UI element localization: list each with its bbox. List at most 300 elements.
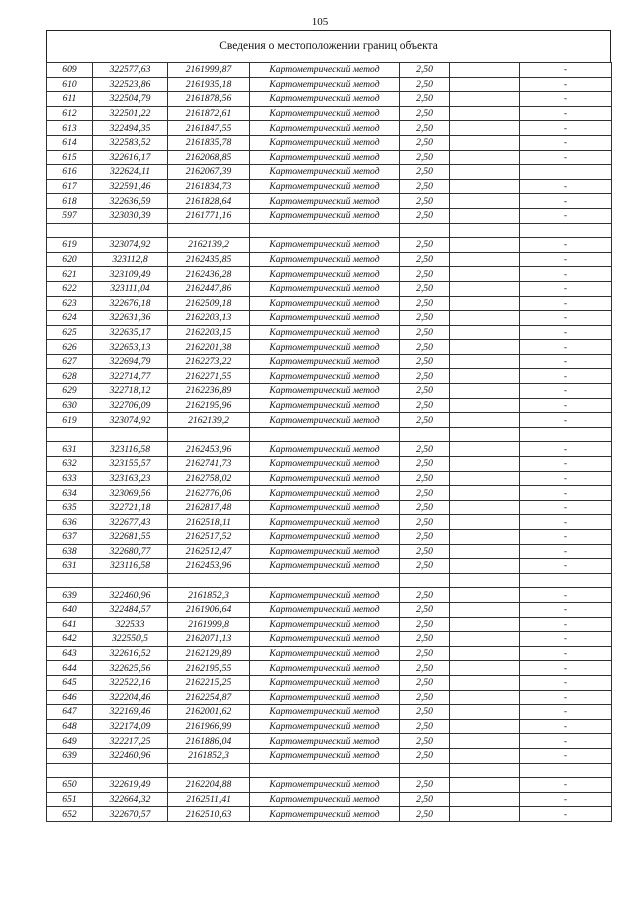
table-row (47, 544, 612, 559)
table-row (47, 457, 612, 472)
separator-cell (93, 763, 168, 778)
method-cell: Картометрический метод (250, 413, 400, 428)
precision-cell: 2,50 (400, 296, 450, 311)
point-number-cell: 620 (47, 252, 93, 267)
empty-cell (450, 661, 520, 676)
separator-cell (250, 427, 400, 442)
x-coordinate-cell: 322677,43 (93, 515, 168, 530)
point-number-cell: 627 (47, 354, 93, 369)
point-number-cell: 612 (47, 106, 93, 121)
description-cell: - (520, 471, 612, 486)
method-cell: Картометрический метод (250, 165, 400, 180)
empty-cell (450, 442, 520, 457)
table-row (47, 92, 612, 107)
method-cell: Картометрический метод (250, 340, 400, 355)
point-number-cell: 619 (47, 238, 93, 253)
y-coordinate-cell: 2162435,85 (168, 252, 250, 267)
description-cell: - (520, 530, 612, 545)
x-coordinate-cell: 322670,57 (93, 807, 168, 822)
x-coordinate-cell: 323112,8 (93, 252, 168, 267)
empty-cell (450, 150, 520, 165)
table-row (47, 179, 612, 194)
point-number-cell: 613 (47, 121, 93, 136)
table-row (47, 734, 612, 749)
empty-cell (450, 208, 520, 223)
method-cell: Картометрический метод (250, 661, 400, 676)
precision-cell: 2,50 (400, 165, 450, 180)
point-number-cell: 643 (47, 646, 93, 661)
empty-cell (450, 179, 520, 194)
table-row (47, 384, 612, 399)
description-cell: - (520, 340, 612, 355)
description-cell: - (520, 500, 612, 515)
y-coordinate-cell: 2162236,89 (168, 384, 250, 399)
table-row (47, 486, 612, 501)
description-cell: - (520, 515, 612, 530)
method-cell: Картометрический метод (250, 311, 400, 326)
coordinates-table (46, 62, 612, 822)
method-cell: Картометрический метод (250, 632, 400, 647)
empty-cell (450, 165, 520, 180)
point-number-cell: 630 (47, 398, 93, 413)
point-number-cell: 618 (47, 194, 93, 209)
table-row (47, 661, 612, 676)
method-cell: Картометрический метод (250, 617, 400, 632)
y-coordinate-cell: 2162511,41 (168, 792, 250, 807)
empty-cell (450, 398, 520, 413)
x-coordinate-cell: 322676,18 (93, 296, 168, 311)
precision-cell: 2,50 (400, 792, 450, 807)
method-cell: Картометрический метод (250, 471, 400, 486)
x-coordinate-cell: 322577,63 (93, 63, 168, 78)
precision-cell: 2,50 (400, 471, 450, 486)
method-cell: Картометрический метод (250, 778, 400, 793)
precision-cell: 2,50 (400, 602, 450, 617)
precision-cell: 2,50 (400, 281, 450, 296)
empty-cell (450, 486, 520, 501)
empty-cell (450, 63, 520, 78)
y-coordinate-cell: 2162068,85 (168, 150, 250, 165)
method-cell: Картометрический метод (250, 267, 400, 282)
precision-cell: 2,50 (400, 457, 450, 472)
contour-separator-row (47, 223, 612, 238)
y-coordinate-cell: 2162129,89 (168, 646, 250, 661)
table-row (47, 281, 612, 296)
y-coordinate-cell: 2161906,64 (168, 602, 250, 617)
contour-separator-row (47, 763, 612, 778)
description-cell: - (520, 384, 612, 399)
y-coordinate-cell: 2162509,18 (168, 296, 250, 311)
table-row (47, 792, 612, 807)
method-cell: Картометрический метод (250, 457, 400, 472)
empty-cell (450, 675, 520, 690)
y-coordinate-cell: 2162001,62 (168, 705, 250, 720)
method-cell: Картометрический метод (250, 208, 400, 223)
x-coordinate-cell: 322484,57 (93, 602, 168, 617)
x-coordinate-cell: 322533 (93, 617, 168, 632)
method-cell: Картометрический метод (250, 354, 400, 369)
precision-cell: 2,50 (400, 515, 450, 530)
separator-cell (450, 427, 520, 442)
precision-cell: 2,50 (400, 632, 450, 647)
x-coordinate-cell: 322583,52 (93, 135, 168, 150)
precision-cell: 2,50 (400, 719, 450, 734)
separator-cell (400, 427, 450, 442)
empty-cell (450, 719, 520, 734)
point-number-cell: 616 (47, 165, 93, 180)
description-cell: - (520, 748, 612, 763)
y-coordinate-cell: 2162195,96 (168, 398, 250, 413)
x-coordinate-cell: 322694,79 (93, 354, 168, 369)
y-coordinate-cell: 2162271,55 (168, 369, 250, 384)
method-cell: Картометрический метод (250, 486, 400, 501)
point-number-cell: 650 (47, 778, 93, 793)
point-number-cell: 609 (47, 63, 93, 78)
x-coordinate-cell: 323163,23 (93, 471, 168, 486)
table-row (47, 296, 612, 311)
table-row (47, 194, 612, 209)
description-cell: - (520, 92, 612, 107)
description-cell: - (520, 457, 612, 472)
x-coordinate-cell: 322217,25 (93, 734, 168, 749)
precision-cell: 2,50 (400, 530, 450, 545)
precision-cell: 2,50 (400, 311, 450, 326)
empty-cell (450, 252, 520, 267)
empty-cell (450, 778, 520, 793)
table-row (47, 807, 612, 822)
table-row (47, 150, 612, 165)
x-coordinate-cell: 322460,96 (93, 748, 168, 763)
table-row (47, 500, 612, 515)
x-coordinate-cell: 323109,49 (93, 267, 168, 282)
empty-cell (450, 617, 520, 632)
table-row (47, 471, 612, 486)
point-number-cell: 646 (47, 690, 93, 705)
precision-cell: 2,50 (400, 106, 450, 121)
description-cell: - (520, 705, 612, 720)
y-coordinate-cell: 2161834,73 (168, 179, 250, 194)
y-coordinate-cell: 2162067,39 (168, 165, 250, 180)
x-coordinate-cell: 322501,22 (93, 106, 168, 121)
empty-cell (450, 457, 520, 472)
point-number-cell: 633 (47, 471, 93, 486)
y-coordinate-cell: 2161847,55 (168, 121, 250, 136)
separator-cell (400, 573, 450, 588)
point-number-cell: 635 (47, 500, 93, 515)
precision-cell: 2,50 (400, 63, 450, 78)
point-number-cell: 631 (47, 442, 93, 457)
x-coordinate-cell: 322653,13 (93, 340, 168, 355)
table-row (47, 311, 612, 326)
table-row (47, 778, 612, 793)
description-cell: - (520, 106, 612, 121)
precision-cell: 2,50 (400, 194, 450, 209)
point-number-cell: 641 (47, 617, 93, 632)
contour-separator-row (47, 427, 612, 442)
x-coordinate-cell: 322681,55 (93, 530, 168, 545)
table-row (47, 748, 612, 763)
description-cell: - (520, 807, 612, 822)
x-coordinate-cell: 322721,18 (93, 500, 168, 515)
empty-cell (450, 632, 520, 647)
method-cell: Картометрический метод (250, 121, 400, 136)
y-coordinate-cell: 2162776,06 (168, 486, 250, 501)
method-cell: Картометрический метод (250, 398, 400, 413)
description-cell: - (520, 675, 612, 690)
y-coordinate-cell: 2162139,2 (168, 238, 250, 253)
precision-cell: 2,50 (400, 92, 450, 107)
separator-cell (520, 427, 612, 442)
description-cell: - (520, 311, 612, 326)
point-number-cell: 634 (47, 486, 93, 501)
description-cell: - (520, 135, 612, 150)
point-number-cell: 611 (47, 92, 93, 107)
separator-cell (520, 763, 612, 778)
point-number-cell: 625 (47, 325, 93, 340)
precision-cell: 2,50 (400, 384, 450, 399)
precision-cell: 2,50 (400, 398, 450, 413)
table-row (47, 559, 612, 574)
method-cell: Картометрический метод (250, 63, 400, 78)
separator-cell (250, 763, 400, 778)
separator-cell (168, 763, 250, 778)
table-row (47, 340, 612, 355)
point-number-cell: 640 (47, 602, 93, 617)
description-cell: - (520, 150, 612, 165)
description-cell: - (520, 296, 612, 311)
table-row (47, 398, 612, 413)
method-cell: Картометрический метод (250, 92, 400, 107)
point-number-cell: 645 (47, 675, 93, 690)
empty-cell (450, 340, 520, 355)
description-cell: - (520, 661, 612, 676)
empty-cell (450, 413, 520, 428)
empty-cell (450, 792, 520, 807)
empty-cell (450, 559, 520, 574)
method-cell: Картометрический метод (250, 515, 400, 530)
x-coordinate-cell: 322714,77 (93, 369, 168, 384)
point-number-cell: 624 (47, 311, 93, 326)
precision-cell: 2,50 (400, 252, 450, 267)
point-number-cell: 648 (47, 719, 93, 734)
precision-cell: 2,50 (400, 748, 450, 763)
method-cell: Картометрический метод (250, 238, 400, 253)
table-row (47, 369, 612, 384)
x-coordinate-cell: 322169,46 (93, 705, 168, 720)
table-row (47, 515, 612, 530)
point-number-cell: 628 (47, 369, 93, 384)
empty-cell (450, 325, 520, 340)
method-cell: Картометрический метод (250, 296, 400, 311)
y-coordinate-cell: 2161852,3 (168, 748, 250, 763)
description-cell: - (520, 734, 612, 749)
point-number-cell: 649 (47, 734, 93, 749)
x-coordinate-cell: 322635,17 (93, 325, 168, 340)
separator-cell (450, 573, 520, 588)
method-cell: Картометрический метод (250, 675, 400, 690)
separator-cell (400, 223, 450, 238)
table-row (47, 165, 612, 180)
y-coordinate-cell: 2161872,61 (168, 106, 250, 121)
y-coordinate-cell: 2162273,22 (168, 354, 250, 369)
separator-cell (47, 573, 93, 588)
separator-cell (168, 427, 250, 442)
x-coordinate-cell: 322625,56 (93, 661, 168, 676)
precision-cell: 2,50 (400, 661, 450, 676)
description-cell: - (520, 690, 612, 705)
table-row (47, 77, 612, 92)
point-number-cell: 638 (47, 544, 93, 559)
precision-cell: 2,50 (400, 325, 450, 340)
description-cell: - (520, 354, 612, 369)
precision-cell: 2,50 (400, 340, 450, 355)
empty-cell (450, 515, 520, 530)
method-cell: Картометрический метод (250, 719, 400, 734)
separator-cell (93, 573, 168, 588)
precision-cell: 2,50 (400, 208, 450, 223)
table-row (47, 135, 612, 150)
separator-cell (250, 223, 400, 238)
method-cell: Картометрический метод (250, 500, 400, 515)
method-cell: Картометрический метод (250, 544, 400, 559)
method-cell: Картометрический метод (250, 369, 400, 384)
y-coordinate-cell: 2162453,96 (168, 442, 250, 457)
precision-cell: 2,50 (400, 442, 450, 457)
point-number-cell: 652 (47, 807, 93, 822)
table-row (47, 632, 612, 647)
point-number-cell: 647 (47, 705, 93, 720)
y-coordinate-cell: 2162512,47 (168, 544, 250, 559)
description-cell: - (520, 778, 612, 793)
precision-cell: 2,50 (400, 413, 450, 428)
method-cell: Картометрический метод (250, 252, 400, 267)
method-cell: Картометрический метод (250, 646, 400, 661)
separator-cell (520, 573, 612, 588)
empty-cell (450, 267, 520, 282)
precision-cell: 2,50 (400, 500, 450, 515)
precision-cell: 2,50 (400, 354, 450, 369)
x-coordinate-cell: 323030,39 (93, 208, 168, 223)
y-coordinate-cell: 2162510,63 (168, 807, 250, 822)
table-row (47, 63, 612, 78)
x-coordinate-cell: 323116,58 (93, 442, 168, 457)
method-cell: Картометрический метод (250, 602, 400, 617)
empty-cell (450, 471, 520, 486)
table-title: Сведения о местоположении границ объекта (46, 30, 611, 62)
empty-cell (450, 748, 520, 763)
precision-cell: 2,50 (400, 778, 450, 793)
empty-cell (450, 238, 520, 253)
description-cell: - (520, 369, 612, 384)
precision-cell: 2,50 (400, 179, 450, 194)
description-cell: - (520, 208, 612, 223)
separator-cell (47, 427, 93, 442)
y-coordinate-cell: 2161852,3 (168, 588, 250, 603)
table-row (47, 588, 612, 603)
empty-cell (450, 135, 520, 150)
table-row (47, 617, 612, 632)
empty-cell (450, 544, 520, 559)
contour-separator-row (47, 573, 612, 588)
y-coordinate-cell: 2162071,13 (168, 632, 250, 647)
y-coordinate-cell: 2161999,8 (168, 617, 250, 632)
x-coordinate-cell: 323155,57 (93, 457, 168, 472)
point-number-cell: 629 (47, 384, 93, 399)
empty-cell (450, 690, 520, 705)
description-cell: - (520, 63, 612, 78)
y-coordinate-cell: 2161966,99 (168, 719, 250, 734)
precision-cell: 2,50 (400, 675, 450, 690)
method-cell: Картометрический метод (250, 559, 400, 574)
description-cell: - (520, 617, 612, 632)
table-row (47, 238, 612, 253)
y-coordinate-cell: 2162758,02 (168, 471, 250, 486)
description-cell (520, 165, 612, 180)
y-coordinate-cell: 2161878,56 (168, 92, 250, 107)
y-coordinate-cell: 2162203,15 (168, 325, 250, 340)
x-coordinate-cell: 322504,79 (93, 92, 168, 107)
separator-cell (250, 573, 400, 588)
point-number-cell: 631 (47, 559, 93, 574)
point-number-cell: 597 (47, 208, 93, 223)
empty-cell (450, 121, 520, 136)
table-row (47, 646, 612, 661)
x-coordinate-cell: 322550,5 (93, 632, 168, 647)
method-cell: Картометрический метод (250, 748, 400, 763)
description-cell: - (520, 719, 612, 734)
method-cell: Картометрический метод (250, 179, 400, 194)
point-number-cell: 632 (47, 457, 93, 472)
x-coordinate-cell: 322174,09 (93, 719, 168, 734)
y-coordinate-cell: 2161771,16 (168, 208, 250, 223)
point-number-cell: 637 (47, 530, 93, 545)
point-number-cell: 636 (47, 515, 93, 530)
separator-cell (520, 223, 612, 238)
table-row (47, 252, 612, 267)
description-cell: - (520, 602, 612, 617)
precision-cell: 2,50 (400, 734, 450, 749)
table-row (47, 530, 612, 545)
description-cell: - (520, 121, 612, 136)
precision-cell: 2,50 (400, 646, 450, 661)
empty-cell (450, 77, 520, 92)
x-coordinate-cell: 322624,11 (93, 165, 168, 180)
x-coordinate-cell: 322664,32 (93, 792, 168, 807)
empty-cell (450, 194, 520, 209)
table-row (47, 705, 612, 720)
x-coordinate-cell: 323074,92 (93, 238, 168, 253)
empty-cell (450, 705, 520, 720)
y-coordinate-cell: 2161828,64 (168, 194, 250, 209)
x-coordinate-cell: 323069,56 (93, 486, 168, 501)
description-cell: - (520, 252, 612, 267)
description-cell: - (520, 267, 612, 282)
y-coordinate-cell: 2162195,55 (168, 661, 250, 676)
separator-cell (47, 763, 93, 778)
description-cell: - (520, 179, 612, 194)
empty-cell (450, 369, 520, 384)
empty-cell (450, 311, 520, 326)
x-coordinate-cell: 322718,12 (93, 384, 168, 399)
description-cell: - (520, 194, 612, 209)
y-coordinate-cell: 2161835,78 (168, 135, 250, 150)
precision-cell: 2,50 (400, 369, 450, 384)
empty-cell (450, 588, 520, 603)
point-number-cell: 614 (47, 135, 93, 150)
x-coordinate-cell: 322616,52 (93, 646, 168, 661)
precision-cell: 2,50 (400, 486, 450, 501)
description-cell: - (520, 398, 612, 413)
